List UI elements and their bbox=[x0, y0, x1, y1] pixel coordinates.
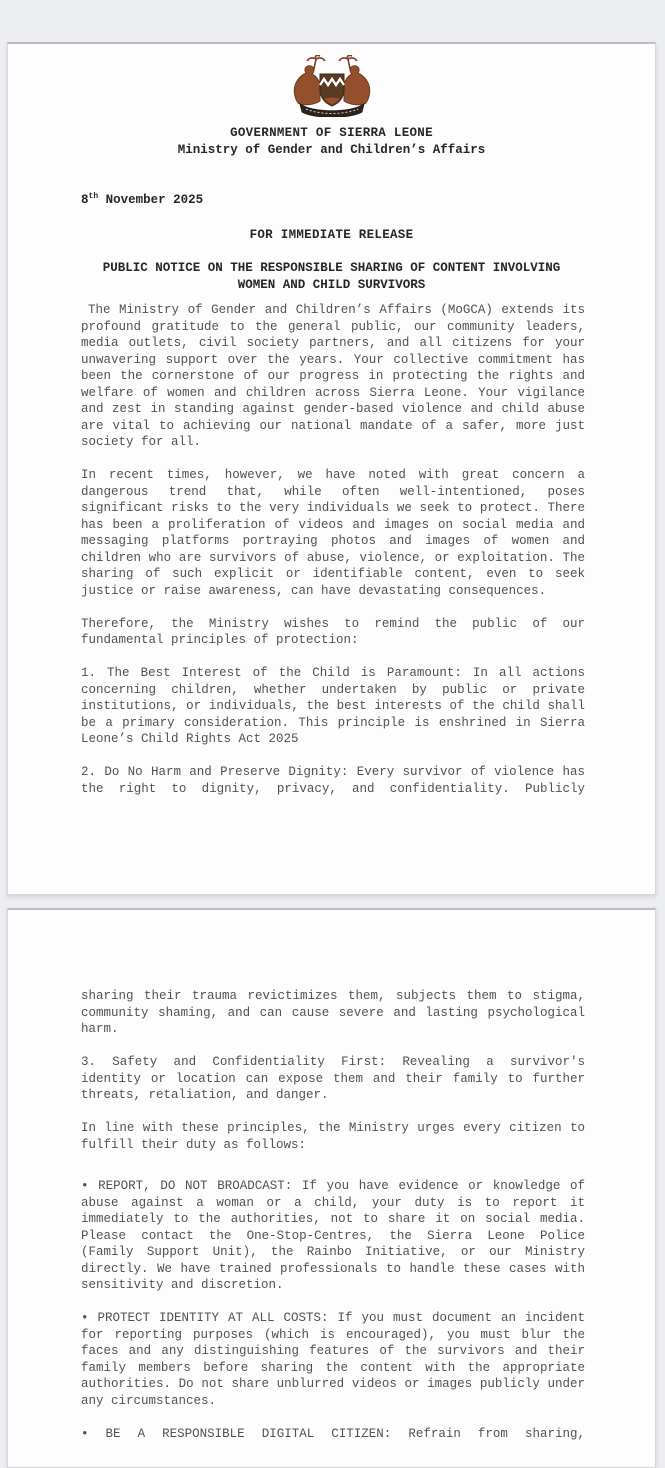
notice-title bbox=[8, 260, 655, 294]
release-date bbox=[81, 193, 655, 207]
body-paragraph: • BE A RESPONSIBLE DIGITAL CITIZEN: Refrain from sharing, bbox=[81, 1426, 585, 1441]
date-day: 8 bbox=[81, 193, 89, 207]
date-month-year: November 2025 bbox=[98, 193, 204, 207]
body-paragraph: In line with these principles, the Ministry urges every citizen to fulfill their duty as follows: bbox=[81, 1121, 585, 1152]
body-paragraph: 2. Do No Harm and Preserve Dignity: Every survivor of violence has the right to dignity, privacy, and confidentiality. Publicly bbox=[81, 765, 585, 796]
body-paragraph: • PROTECT IDENTITY AT ALL COSTS: If you must document an incident for reporting purposes (which is encouraged), you must blur the faces and any distinguishing features of the survivors and their family members before sharing the content with the appropriate authorities. Do not share unblurred videos or images publicly under any circumstances. bbox=[81, 1311, 585, 1408]
date-ordinal-suffix: th bbox=[88, 191, 99, 201]
body-paragraph: • REPORT, DO NOT BROADCAST: If you have evidence or knowledge of abuse against a woman or a child, your duty is to report it immediately to the authorities, not to share it on social media. Please contact the One-Stop-Centres, the Sierra Leone Police (Family Support Unit), the Rainbo Initiative, or our Ministry directly. We have trained professionals to handle these cases with sensitivity and discretion. bbox=[81, 1179, 585, 1292]
body-paragraph: In recent times, however, we have noted with great concern a dangerous trend that, while often well-intentioned, poses significant risks to the very individuals we seek to protect. There has been a proliferation of videos and images on social media and messaging platforms portraying photos and images of women and children who are survivors of abuse, violence, or exploitation. The sharing of such explicit or identifiable content, even to seek justice or raise awareness, can have devastating consequences. bbox=[81, 468, 585, 598]
notice-title-line-1: PUBLIC NOTICE ON THE RESPONSIBLE SHARING OF CONTENT INVOLVING bbox=[102, 261, 561, 275]
document-page-1 bbox=[7, 42, 656, 895]
body-paragraph: 1. The Best Interest of the Child is Paramount: In all actions concerning children, whether undertaken by public or private institutions, or individuals, the best interests of the child shall be a primary consideration. This principle is enshrined in Sierra Leone’s Child Rights Act 2025 bbox=[81, 666, 585, 746]
body-paragraph: 3. Safety and Confidentiality First: Revealing a survivor's identity or location can expose them and their family to further threats, retaliation, and danger. bbox=[81, 1055, 585, 1102]
release-label: FOR IMMEDIATE RELEASE bbox=[249, 228, 414, 242]
sierra-leone-coat-of-arms-icon bbox=[284, 55, 380, 117]
page2-body bbox=[8, 910, 655, 1442]
government-title: GOVERNMENT OF SIERRA LEONE bbox=[230, 126, 433, 140]
body-paragraph: sharing their trauma revictimizes them, subjects them to stigma, community shaming, and can cause severe and lasting psychological harm. bbox=[81, 989, 585, 1036]
page1-body bbox=[8, 302, 655, 797]
document-page-2 bbox=[7, 908, 656, 1468]
ministry-name: Ministry of Gender and Children’s Affairs bbox=[177, 143, 486, 157]
body-paragraph: Therefore, the Ministry wishes to remind the public of our fundamental principles of protection: bbox=[81, 616, 585, 647]
body-paragraph: The Ministry of Gender and Children’s Affairs (MoGCA) extends its profound gratitude to the general public, our community leaders, media outlets, civil society partners, and all citizens for your unwavering support over the years. Your collective commitment has been the cornerstone of our progress in protecting the rights and welfare of women and children across Sierra Leone. Your vigilance and zest in standing against gender-based violence and child abuse are vital to achieving our national mandate of a safer, more just society for all. bbox=[81, 303, 585, 449]
notice-title-line-2: WOMEN AND CHILD SURVIVORS bbox=[237, 278, 426, 292]
